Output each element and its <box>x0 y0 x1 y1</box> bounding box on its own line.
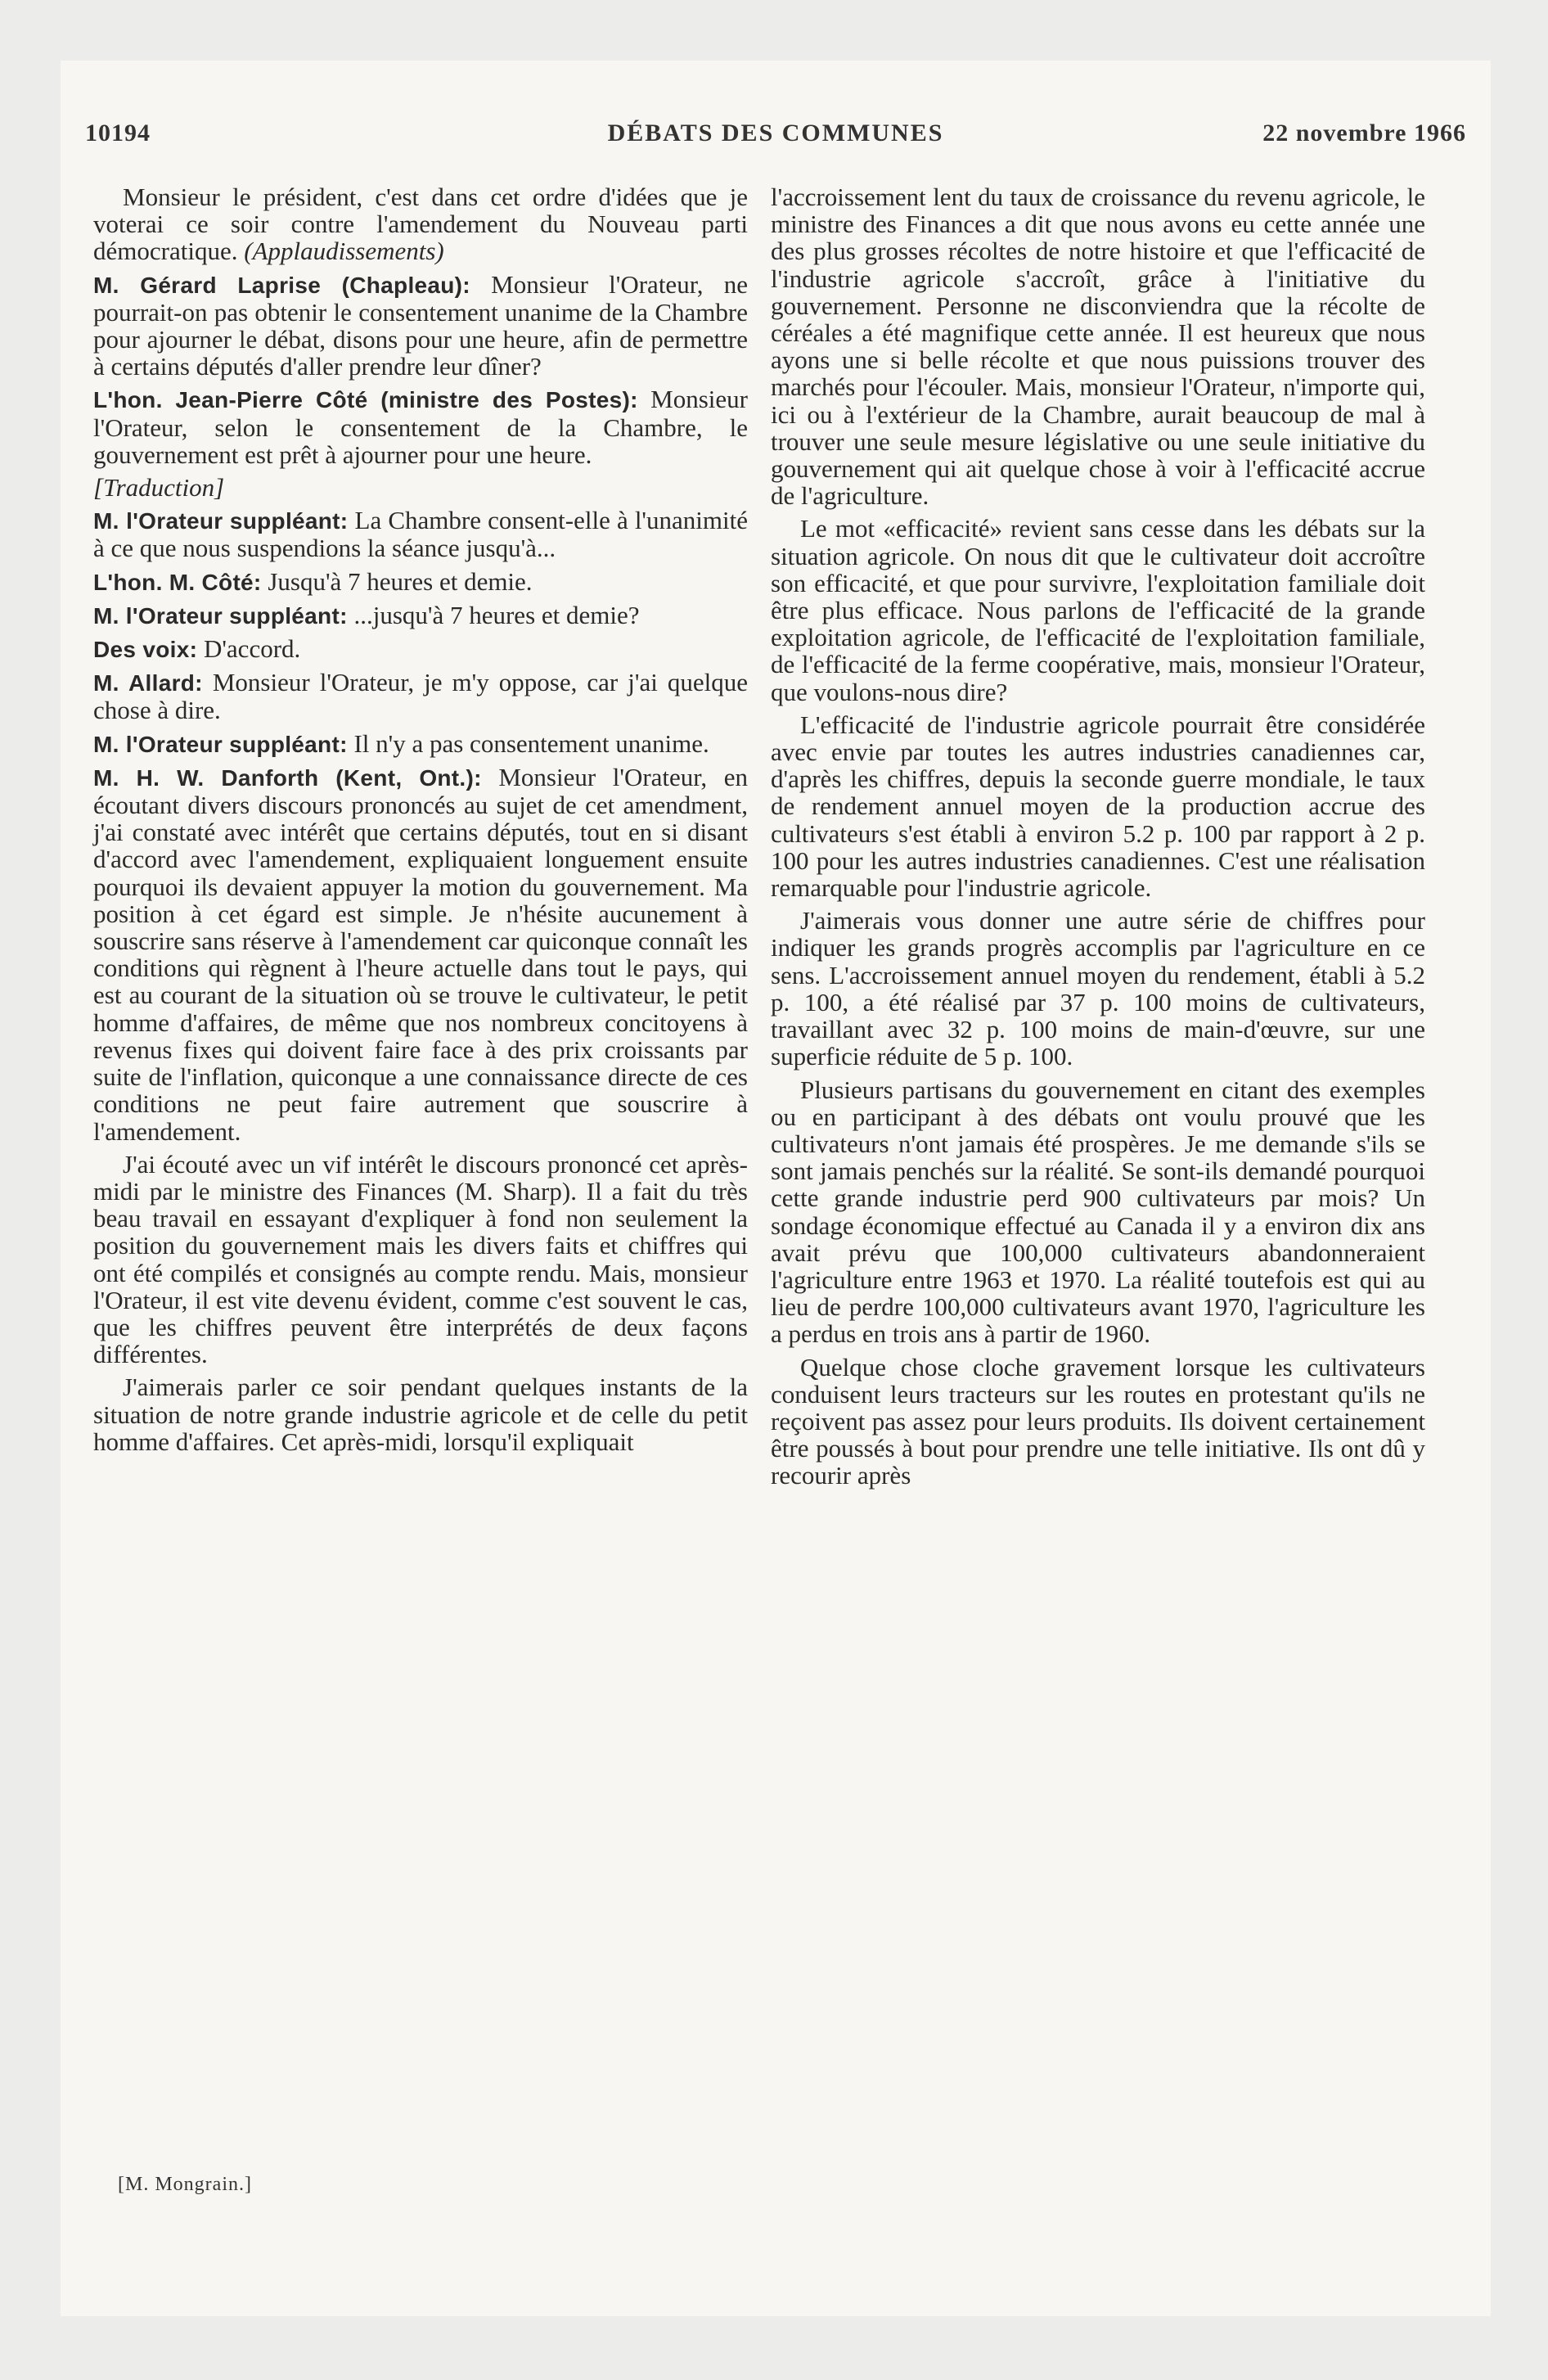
paragraph <box>93 764 748 1145</box>
paragraph <box>93 730 748 758</box>
speaker-name: L'hon. Jean-Pierre Côté (ministre des Postes): <box>93 387 638 413</box>
paragraph <box>93 507 748 561</box>
page-header <box>85 119 1466 160</box>
translation-note: [Traduction] <box>93 473 225 503</box>
paragraph-text: ...jusqu'à 7 heures et demie? <box>347 600 640 629</box>
paragraph <box>93 271 748 381</box>
paragraph: l'accroissement lent du taux de croissance du revenu agricole, le ministre des Finances a dit que nous avons eu cette année une des plus grosses récoltes de notre histoire et que l'efficacité de l'industrie agricole s'accroît, grâce à l'initiative du gouvernement. Personne ne disconviendra que la récolte de céréales a été magnifique cette année. Il est heureux que nous ayons une si belle récolte et que nous puissions trouver des marchés pour l'écouler. Mais, monsieur l'Orateur, n'importe qui, ici ou à l'extérieur de la Chambre, aurait beaucoup de mal à trouver une seule mesure législative ou une seule initiative du gouvernement qui ait quelque chose à voir à l'efficacité accrue de l'agriculture. <box>771 183 1425 511</box>
speaker-name: Des voix: <box>93 637 198 663</box>
paragraph-text: Il n'y a pas consentement unanime. <box>347 728 709 758</box>
paragraph <box>93 568 748 596</box>
publication-title: DÉBATS DES COMMUNES <box>607 119 944 146</box>
speaker-name: M. Gérard Laprise (Chapleau): <box>93 272 470 298</box>
paragraph: Quelque chose cloche gravement lorsque les cultivateurs conduisent leurs tracteurs sur les routes en protestant qu'ils ne reçoivent pas assez pour leurs produits. Ils doivent certainement être poussés à bout pour prendre une telle initiative. Ils ont dû y recourir après <box>771 1352 1425 1490</box>
paragraph: Plusieurs partisans du gouvernement en citant des exemples ou en participant à des débats ont voulu prouvé que les cultivateurs n'ont jamais été prospères. Je me demande s'ils se sont jamais penchés sur la réalité. Se sont-ils demandé pourquoi cette grande industrie perd 900 cultivateurs par mois? Un sondage économique effectué au Canada il y a environ dix ans avait prévu que 100,000 cultivateurs abandonneraient l'agriculture entre 1963 et 1970. La réalité toutefois est qui au lieu de perdre 100,000 cultivateurs avant 1970, l'agriculture les a perdus en trois ans à partir de 1960. <box>771 1075 1425 1349</box>
paragraph-text: Monsieur l'Orateur, en écoutant divers discours prononcés au sujet de cet amendment, j'ai constaté avec intérêt que certains députés, tout en si disant d'accord avec l'amendement, expliquaient longuement ensuite pourquoi ils devaient appuyer la motion du gouvernement. Ma position à cet égard est simple. Je n'hésite aucunement à souscrire sans réserve à l'amendement car quiconque connaît les conditions qui règnent à l'heure actuelle dans tout le pays, qui est au courant de la situation où se trouve le cultivateur, le petit homme d'affaires, de même que nos nombreux concitoyens à revenus fixes qui doivent faire face à des prix croissants par suite de l'inflation, quiconque a une connaissance directe de ces conditions ne peut faire autrement que souscrire à l'amendement. <box>93 762 748 1146</box>
speaker-footnote: [M. Mongrain.] <box>118 2174 252 2195</box>
paragraph-text: Monsieur l'Orateur, je m'y oppose, car j'ai quelque chose à dire. <box>93 668 748 725</box>
left-column <box>93 183 748 1461</box>
right-column <box>771 183 1425 1495</box>
paragraph: J'ai écouté avec un vif intérêt le discours prononcé cet après-midi par le ministre des Finances (M. Sharp). Il a fait du très beau travail en essayant d'expliquer à fond non seulement la position du gouvernement mais les divers faits et chiffres qui ont été compilés et consignés au compte rendu. Mais, monsieur l'Orateur, il est vite devenu évident, comme c'est souvent le cas, que les chiffres peuvent être interprétés de deux façons différentes. <box>93 1149 748 1369</box>
paragraph <box>93 669 748 723</box>
paragraph-text: La Chambre consent-elle à l'unanimité à ce que nous suspendions la séance jusqu'à... <box>93 506 748 563</box>
speaker-name: M. H. W. Danforth (Kent, Ont.): <box>93 764 482 791</box>
paragraph-text: Monsieur l'Orateur, selon le consentement de la Chambre, le gouvernement est prêt à ajourner pour une heure. <box>93 385 748 469</box>
publication-date: 22 novembre 1966 <box>1262 119 1466 146</box>
paragraph <box>93 183 748 265</box>
speaker-name: M. l'Orateur suppléant: <box>93 731 348 757</box>
paragraph: L'efficacité de l'industrie agricole pourrait être considérée avec envie par toutes les autres industries canadiennes car, d'après les chiffres, depuis la seconde guerre mondiale, le taux de rendement annuel moyen de la production accrue des cultivateurs s'est établi à environ 5.2 p. 100 par rapport à 2 p. 100 pour les autres industries canadiennes. C'est une réalisation remarquable pour l'industrie agricole. <box>771 710 1425 903</box>
paragraph-text: D'accord. <box>197 634 301 664</box>
document-page <box>61 61 1491 2316</box>
paragraph <box>93 602 748 629</box>
paragraph <box>93 635 748 663</box>
applause-note: (Applaudissements) <box>244 237 444 266</box>
speaker-name: L'hon. M. Côté: <box>93 569 262 595</box>
paragraph: Le mot «efficacité» revient sans cesse dans les débats sur la situation agricole. On nous dit que le cultivateur doit accroître son efficacité, et que pour survivre, l'exploitation familiale doit être plus efficace. Nous parlons de l'efficacité de la grande exploitation agricole, de l'efficacité de l'exploitation familiale, de l'efficacité de la ferme coopérative, mais, monsieur l'Orateur, que voulons-nous dire? <box>771 514 1425 706</box>
paragraph: J'aimerais parler ce soir pendant quelques instants de la situation de notre grande industrie agricole et de celle du petit homme d'affaires. Cet après-midi, lorsqu'il expliquait <box>93 1373 748 1456</box>
speaker-name: M. Allard: <box>93 670 203 696</box>
paragraph-text: Monsieur l'Orateur, ne pourrait-on pas obtenir le consentement unanime de la Chambre pour ajourner le débat, disons pour une heure, afin de permettre à certains députés d'aller prendre leur dîner? <box>93 269 748 381</box>
paragraph: J'aimerais vous donner une autre série de chiffres pour indiquer les grands progrès accomplis par l'agriculture en ce sens. L'accroissement annuel moyen du rendement, établi à 5.2 p. 100, a été réalisé par 37 p. 100 moins de cultivateurs, travaillant avec 32 p. 100 moins de main-d'œuvre, sur une superficie réduite de 5 p. 100. <box>771 906 1425 1071</box>
paragraph <box>93 385 748 468</box>
page-number: 10194 <box>85 119 151 146</box>
speaker-name: M. l'Orateur suppléant: <box>93 602 348 629</box>
paragraph-text: Monsieur le président, c'est dans cet ordre d'idées que je voterai ce soir contre l'amendement du Nouveau parti démocratique. <box>93 183 748 266</box>
paragraph-text: Jusqu'à 7 heures et demie. <box>261 566 533 596</box>
speaker-name: M. l'Orateur suppléant: <box>93 508 349 534</box>
